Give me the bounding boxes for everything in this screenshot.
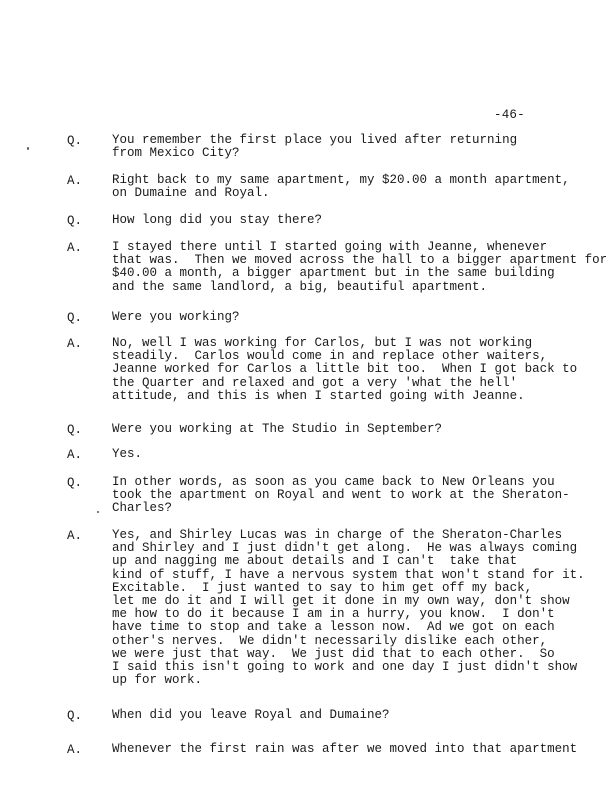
text-line: up and nagging me about details and I can't take that xyxy=(112,554,518,569)
text-line: kind of stuff, I have a nervous system that won't stand for it. xyxy=(112,567,585,582)
qa-label: A. xyxy=(67,174,83,188)
qa-label: A. xyxy=(67,529,83,543)
qa-text xyxy=(112,174,612,200)
qa-label: A. xyxy=(67,241,83,255)
text-line: steadily. Carlos would come in and replace other waiters, xyxy=(112,349,548,364)
page-number: -46- xyxy=(494,108,525,122)
text-line: You remember the first place you lived after returning xyxy=(112,133,518,147)
text-line: I stayed there until I started going with Jeanne, whenever xyxy=(112,240,548,254)
text-line: other's nerves. We didn't necessarily dislike each other, xyxy=(112,633,548,648)
qa-label: Q. xyxy=(67,709,83,723)
text-line: up for work. xyxy=(112,673,203,688)
qa-text xyxy=(112,337,612,403)
qa-label: A. xyxy=(67,448,83,462)
qa-label: Q. xyxy=(67,476,83,490)
text-line: let me do it and I will get it done in my own way, don't show xyxy=(112,594,570,609)
text-line: When did you leave Royal and Dumaine? xyxy=(112,708,390,722)
text-line: have time to stop and take a lesson now. Ad we got on each xyxy=(112,620,555,635)
text-line: and Shirley and I just didn't get along. He was always coming xyxy=(112,541,578,556)
qa-label: Q. xyxy=(67,134,83,148)
text-line: on Dumaine and Royal. xyxy=(112,186,270,201)
qa-label: Q. xyxy=(67,311,83,325)
text-line: Yes. xyxy=(112,447,143,461)
text-line: Right back to my same apartment, my $20.00 a month apartment, xyxy=(112,173,570,187)
qa-text xyxy=(112,311,612,324)
text-line: Were you working at The Studio in September? xyxy=(112,422,443,436)
qa-text xyxy=(112,743,612,756)
qa-text xyxy=(112,134,612,160)
text-line: I said this isn't going to work and one day I just didn't show xyxy=(112,660,578,675)
qa-label: A. xyxy=(67,337,83,351)
text-line: How long did you stay there? xyxy=(112,213,323,227)
qa-text xyxy=(112,529,612,687)
text-line: Were you working? xyxy=(112,310,240,324)
text-line: took the apartment on Royal and went to work at the Sheraton- xyxy=(112,488,570,503)
text-line: the Quarter and relaxed and got a very 'what the hell' xyxy=(112,375,518,390)
qa-text xyxy=(112,476,612,516)
qa-text xyxy=(112,709,612,722)
qa-text xyxy=(112,241,612,294)
text-line: In other words, as soon as you came back to New Orleans you xyxy=(112,475,555,489)
text-line: we were just that way. We just did that to each other. So xyxy=(112,646,555,661)
text-line: attitude, and this is when I started going with Jeanne. xyxy=(112,388,525,403)
text-line: Whenever the first rain was after we moved into that apartment xyxy=(112,742,578,756)
scan-speck xyxy=(97,511,99,513)
qa-label: Q. xyxy=(67,214,83,228)
text-line: from Mexico City? xyxy=(112,146,240,161)
text-line: that was. Then we moved across the hall to a bigger apartment for xyxy=(112,253,608,268)
scan-speck xyxy=(27,147,29,150)
text-line: $40.00 a month, a bigger apartment but in the same building xyxy=(112,266,555,281)
text-line: Yes, and Shirley Lucas was in charge of the Sheraton-Charles xyxy=(112,528,563,542)
text-line: me how to do it because I am in a hurry, you know. I don't xyxy=(112,607,555,622)
text-line: Excitable. I just wanted to say to him get off my back, xyxy=(112,580,533,595)
qa-text xyxy=(112,423,612,436)
qa-text xyxy=(112,214,612,227)
text-line: and the same landlord, a big, beautiful apartment. xyxy=(112,279,488,294)
qa-text xyxy=(112,448,612,461)
qa-label: A. xyxy=(67,743,83,757)
text-line: Jeanne worked for Carlos a little bit too. When I got back to xyxy=(112,362,578,377)
text-line: No, well I was working for Carlos, but I was not working xyxy=(112,336,533,350)
text-line: Charles? xyxy=(112,501,173,516)
qa-label: Q. xyxy=(67,423,83,437)
